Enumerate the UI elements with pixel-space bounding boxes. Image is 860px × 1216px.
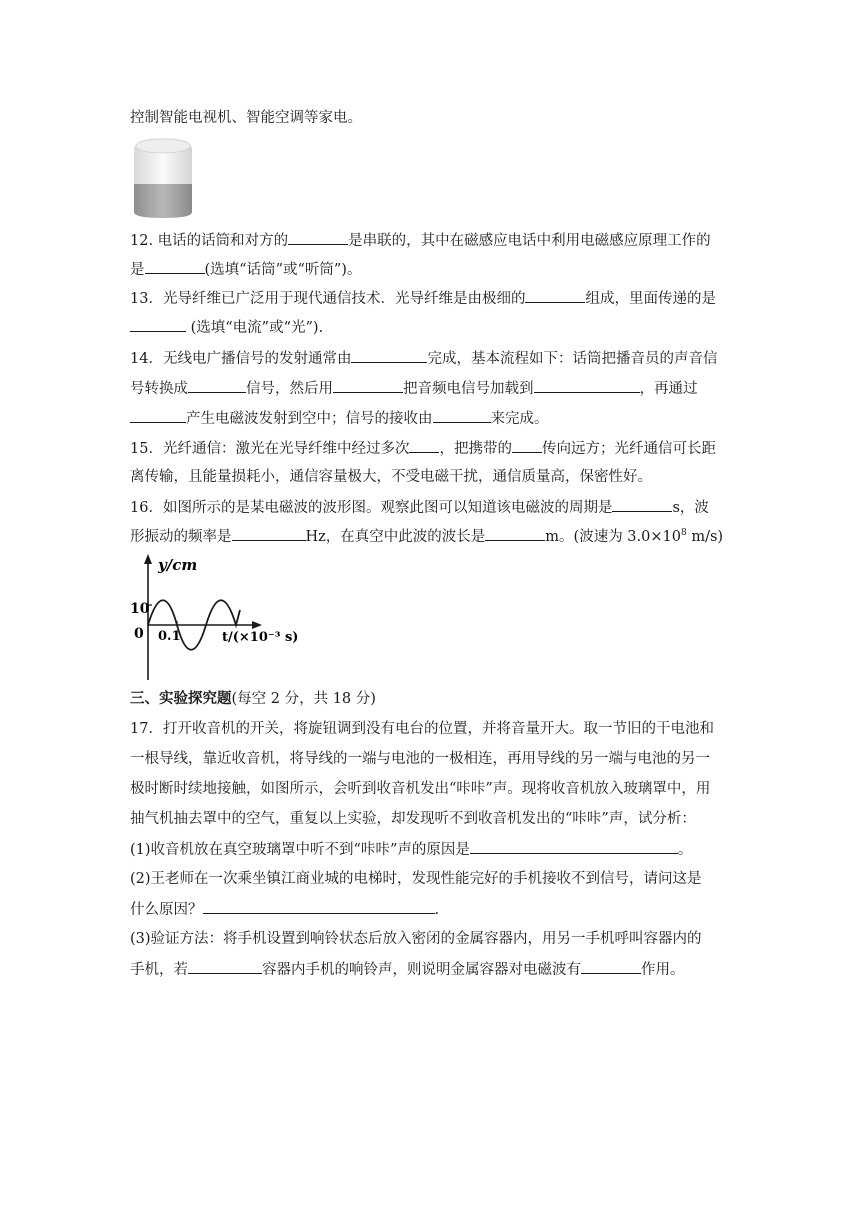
answer-blank[interactable]: [351, 348, 427, 363]
question-14-line-3: 产生电磁波发射到空中；信号的接收由 来完成。: [130, 408, 730, 429]
question-17-part-2-line-1: (2)王老师在一次乘坐镇江商业城的电梯时，发现性能完好的手机接收不到信号，请问这是: [130, 871, 702, 887]
question-12-line-1: 12. 电话的话筒和对方的 是串联的，其中在磁感应电话中利用电磁感应原理工作的: [130, 230, 730, 251]
answer-blank[interactable]: [470, 839, 678, 854]
x-axis-arrow-icon: [252, 621, 262, 629]
answer-blank[interactable]: [433, 408, 491, 423]
answer-blank[interactable]: [145, 259, 205, 274]
question-17-line-2: 一根导线，靠近收音机，将导线的一端与电池的一极相连，再用导线的另一端与电池的另一: [130, 751, 710, 767]
y-tick-label: 10: [130, 601, 150, 617]
question-13-line-1: 13．光导纤维已广泛用于现代通信技术．光导纤维是由极细的 组成，里面传递的是: [130, 288, 730, 309]
question-17-part-3-line-1: (3)验证方法：将手机设置到响铃状态后放入密闭的金属容器内，用另一手机呼叫容器内的: [130, 931, 702, 947]
question-15-line-1: 15．光纤通信：激光在光导纤维中经过多次 ，把携带的 传向远方；光纤通信可长距: [130, 438, 730, 459]
answer-blank[interactable]: [333, 378, 403, 393]
answer-blank[interactable]: [581, 959, 641, 974]
question-16-line-2: 形振动的频率是 Hz，在真空中此波的波长是 m。(波速为 $3.0\times 10^8$ m/s): [130, 526, 730, 547]
answer-blank[interactable]: [485, 526, 545, 541]
y-axis-label: y/cm: [158, 556, 198, 574]
smart-speaker-image: [130, 134, 196, 220]
question-16-line-1: 16．如图所示的是某电磁波的波形图。观察此图可以知道该电磁波的周期是 s，波: [130, 497, 730, 518]
answer-blank[interactable]: [188, 959, 262, 974]
section-title: 三、实验探究题: [130, 690, 232, 707]
origin-label: 0: [134, 626, 144, 642]
answer-blank[interactable]: [232, 526, 306, 541]
answer-blank[interactable]: [203, 899, 435, 914]
waveform-graph: [128, 550, 318, 682]
answer-blank[interactable]: [130, 408, 186, 423]
question-13-line-2: (选填“电流”或“光”).: [130, 317, 730, 338]
question-15-line-2: 离传输，且能量损耗小，通信容量极大，不受电磁干扰，通信质量高，保密性好。: [130, 469, 652, 485]
answer-blank[interactable]: [288, 230, 348, 245]
y-axis-arrow-icon: [144, 554, 152, 564]
answer-blank[interactable]: [409, 438, 439, 453]
answer-blank[interactable]: [525, 288, 585, 303]
answer-blank[interactable]: [534, 378, 640, 393]
question-14-line-2: 号转换成 信号，然后用 把音频电信号加载到 ，再通过: [130, 378, 730, 399]
question-17-part-2-line-2: 什么原因？ .: [130, 899, 730, 920]
question-17-line-1: 17．打开收音机的开关，将旋钮调到没有电台的位置，并将音量开大。取一节旧的干电池和: [130, 721, 714, 737]
question-17-part-3-line-2: 手机，若 容器内手机的响铃声，则说明金属容器对电磁波有 作用。: [130, 959, 730, 980]
answer-blank[interactable]: [188, 378, 246, 393]
question-17-line-3: 极时断时续地接触，如图所示，会听到收音机发出“咔咔”声。现将收音机放入玻璃罩中，用: [130, 781, 711, 797]
question-14-line-1: 14．无线电广播信号的发射通常由 完成，基本流程如下：话筒把播音员的声音信: [130, 348, 730, 369]
answer-blank[interactable]: [512, 438, 542, 453]
question-12-line-2: 是 (选填“话筒”或“听筒”)。: [130, 259, 730, 280]
section-3-heading: [130, 689, 730, 709]
question-17-line-4: 抽气机抽去罩中的空气，重复以上实验，却发现听不到收音机发出的“咔咔”声，试分析：: [130, 811, 696, 827]
x-axis-label: t/(×10⁻³ s): [222, 630, 299, 645]
answer-blank[interactable]: [130, 317, 186, 332]
section-note: (每空 2 分，共 18 分): [231, 691, 376, 707]
text-line: 控制智能电视机、智能空调等家电。: [130, 110, 362, 126]
question-17-part-1: (1)收音机放在真空玻璃罩中听不到“咔咔”声的原因是 。: [130, 839, 730, 860]
x-tick-label: 0.1: [158, 629, 181, 644]
answer-blank[interactable]: [612, 497, 672, 512]
